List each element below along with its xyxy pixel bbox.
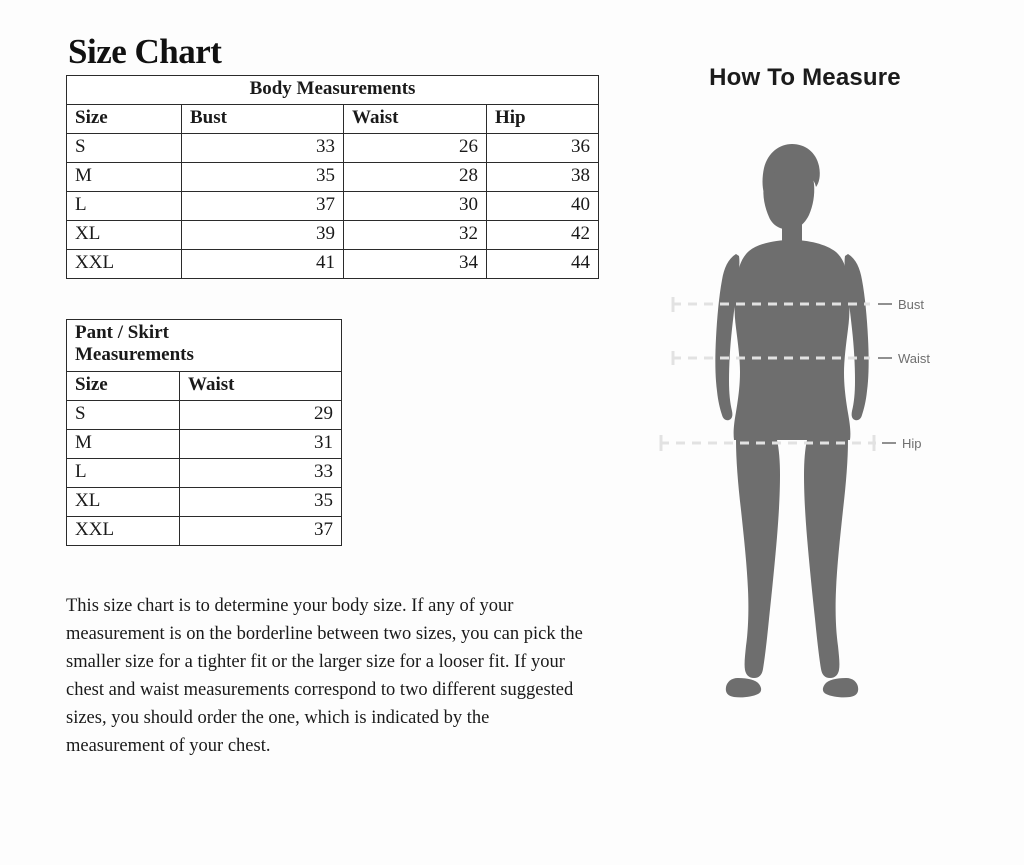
cell-waist: 35: [180, 487, 342, 516]
cell-bust: 35: [182, 163, 344, 192]
cell-waist: 34: [344, 250, 487, 279]
cell-hip: 42: [487, 221, 599, 250]
cell-waist: 32: [344, 221, 487, 250]
cell-size: XXL: [67, 250, 182, 279]
table-row: [67, 250, 599, 279]
pant-table-caption-line1: Pant / Skirt: [75, 322, 169, 343]
measurement-figure: [640, 122, 1000, 822]
cell-size: M: [67, 429, 180, 458]
cell-bust: 41: [182, 250, 344, 279]
pant-skirt-section: [66, 319, 606, 546]
table-header-row: [67, 105, 599, 134]
cell-size: XXL: [67, 516, 180, 545]
cell-size: S: [67, 134, 182, 163]
table-row: [67, 192, 599, 221]
cell-waist: 30: [344, 192, 487, 221]
how-to-measure-section: [640, 50, 1000, 830]
table-header-row: [67, 371, 342, 400]
cell-size: S: [67, 400, 180, 429]
column-header-size: Size: [67, 105, 182, 134]
cell-bust: 39: [182, 221, 344, 250]
table-caption-row: [67, 320, 342, 372]
cell-waist: 26: [344, 134, 487, 163]
column-header-bust: Bust: [182, 105, 344, 134]
cell-hip: 36: [487, 134, 599, 163]
pant-table-caption-line2: Measurements: [75, 344, 194, 366]
table-row: [67, 400, 342, 429]
cell-size: L: [67, 458, 180, 487]
table-caption-row: [67, 76, 599, 105]
cell-size: XL: [67, 221, 182, 250]
cell-size: M: [67, 163, 182, 192]
column-header-waist: Waist: [180, 371, 342, 400]
pant-skirt-measurements-table: [66, 319, 342, 546]
female-silhouette-icon: [640, 122, 1000, 822]
cell-waist: 28: [344, 163, 487, 192]
cell-size: L: [67, 192, 182, 221]
cell-bust: 33: [182, 134, 344, 163]
size-chart-note: This size chart is to determine your body size. If any of your measurement is on the borderline between two sizes, you can pick the smaller size for a tighter fit or the larger size for a looser fit. If your chest and waist measurements correspond to two different suggested sizes, you should order the one, which is indicated by the measurement of your chest.: [66, 595, 583, 757]
cell-size: XL: [67, 487, 180, 516]
table-row: [67, 221, 599, 250]
cell-waist: 29: [180, 400, 342, 429]
page-title: Size Chart: [68, 32, 222, 71]
column-header-hip: Hip: [487, 105, 599, 134]
cell-waist: 33: [180, 458, 342, 487]
table-row: [67, 429, 342, 458]
cell-hip: 40: [487, 192, 599, 221]
hip-label: Hip: [902, 436, 922, 451]
body-table-caption: Body Measurements: [67, 76, 599, 105]
column-header-waist: Waist: [344, 105, 487, 134]
waist-label: Waist: [898, 351, 931, 366]
how-to-measure-title: How To Measure: [709, 64, 901, 91]
table-row: [67, 163, 599, 192]
pant-table-caption: [67, 320, 342, 372]
cell-hip: 38: [487, 163, 599, 192]
column-header-size: Size: [67, 371, 180, 400]
cell-waist: 31: [180, 429, 342, 458]
body-measurements-table: [66, 75, 599, 279]
cell-hip: 44: [487, 250, 599, 279]
cell-waist: 37: [180, 516, 342, 545]
table-row: [67, 134, 599, 163]
bust-label: Bust: [898, 297, 925, 312]
table-row: [67, 487, 342, 516]
table-row: [67, 516, 342, 545]
cell-bust: 37: [182, 192, 344, 221]
left-column: [66, 34, 606, 779]
table-row: [67, 458, 342, 487]
